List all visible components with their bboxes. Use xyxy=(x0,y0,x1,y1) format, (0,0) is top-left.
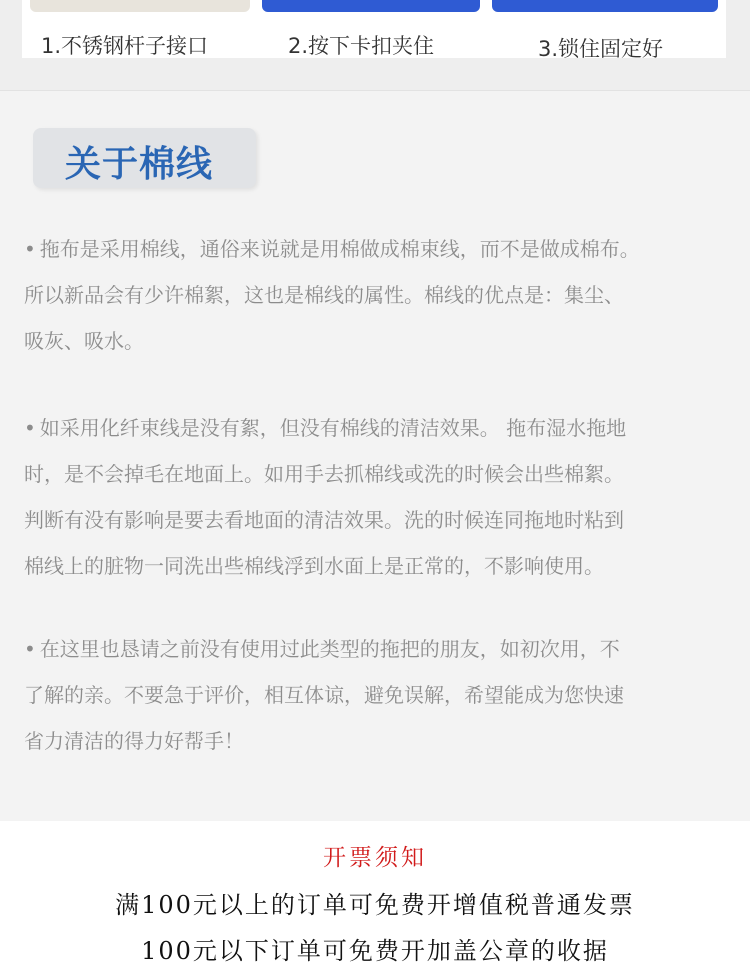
paragraph-line: 判断有没有影响是要去看地面的清洁效果。洗的时候连同拖地时粘到 xyxy=(24,508,624,532)
paragraph-line: 省力清洁的得力好帮手！ xyxy=(24,729,244,753)
step-image-1 xyxy=(30,0,250,12)
paragraph-line: 时，是不会掉毛在地面上。如用手去抓棉线或洗的时候会出些棉絮。 xyxy=(24,462,624,486)
bullet-icon: • xyxy=(24,637,36,661)
invoice-notice xyxy=(0,821,750,965)
paragraph-3 xyxy=(24,626,732,764)
paragraph-line: • 如采用化纤束线是没有絮，但没有棉线的清洁效果。 拖布湿水拖地 xyxy=(24,416,627,440)
invoice-line-2: 100元以下订单可免费开加盖公章的收据 xyxy=(141,937,609,965)
steps-strip xyxy=(0,0,750,90)
section-title: 关于棉线 xyxy=(65,144,214,185)
paragraph-line: • 拖布是采用棉线，通俗来说就是用棉做成棉束线，而不是做成棉布。 xyxy=(24,237,640,261)
step-label-3: 3.锁住固定好 xyxy=(538,37,664,61)
steps-card xyxy=(22,0,726,61)
step-image-3 xyxy=(492,0,718,12)
paragraph-line: 吸灰、吸水。 xyxy=(24,329,144,353)
step-image-2 xyxy=(262,0,480,12)
about-cotton-section xyxy=(0,91,750,821)
step-label-2: 2.按下卡扣夹住 xyxy=(288,34,435,58)
paragraph-line: 所以新品会有少许棉絮，这也是棉线的属性。棉线的优点是：集尘、 xyxy=(24,283,624,307)
paragraph-1 xyxy=(24,226,732,364)
invoice-title: 开票须知 xyxy=(323,845,427,871)
bullet-icon: • xyxy=(24,416,36,440)
section-title-box xyxy=(33,128,256,188)
bullet-icon: • xyxy=(24,237,36,261)
step-label-1: 1.不锈钢杆子接口 xyxy=(41,34,209,58)
paragraph-line: 了解的亲。不要急于评价，相互体谅，避免误解，希望能成为您快速 xyxy=(24,683,624,707)
paragraph-2 xyxy=(24,405,732,589)
invoice-line-1: 满100元以上的订单可免费开增值税普通发票 xyxy=(115,891,635,919)
paragraph-line: 棉线上的脏物一同洗出些棉线浮到水面上是正常的，不影响使用。 xyxy=(24,554,604,578)
paragraph-line: • 在这里也恳请之前没有使用过此类型的拖把的朋友，如初次用，不 xyxy=(24,637,620,661)
